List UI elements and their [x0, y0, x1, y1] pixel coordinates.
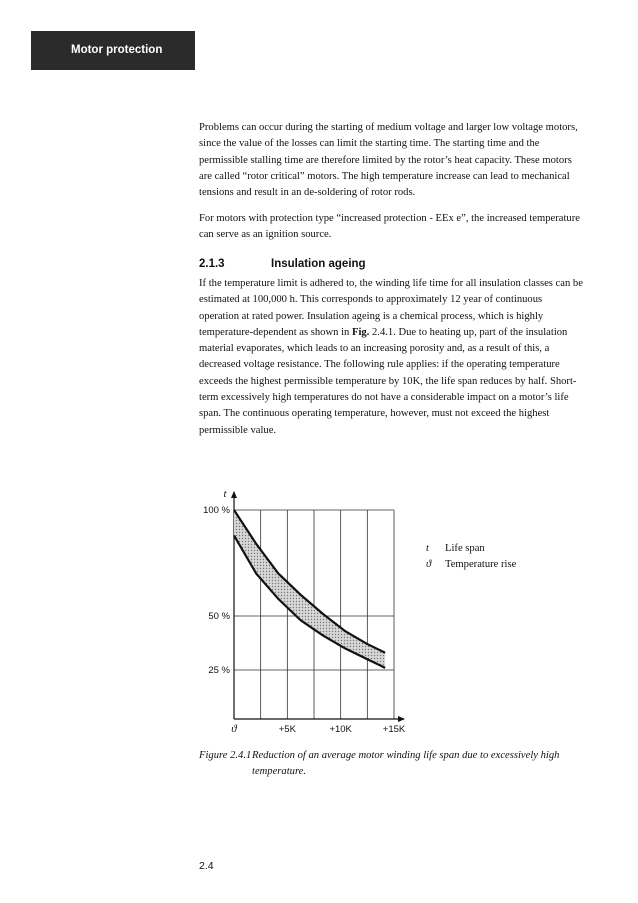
figure-reference: Fig. — [351, 326, 370, 338]
legend-label: Temperature rise — [445, 559, 517, 570]
x-tick-label: +10K — [329, 724, 352, 735]
paragraph-text-after-ref: 2.4.1. Due to heating up, part of the insulation material evaporates, which leads to an increasing porosity and, as a result of this, a decreased voltage resistance. The following rule applies: if the operating temperature exceeds the highest permissible temperature by 10K, the life span reduces by half. Short-term excessively high temperatures do not have a considerable impact on a motor’s life span. The continuous operating temperature, however, must not exceed the highest permissible value. — [199, 326, 577, 436]
life-span-band — [234, 510, 385, 668]
series-line-upper — [234, 510, 385, 653]
legend-symbol: t — [426, 543, 429, 554]
caption-label: Figure 2.4.1 — [199, 750, 252, 761]
chart-legend — [426, 541, 516, 573]
page-number: 2.4 — [199, 860, 214, 872]
y-tick-label: 50 % — [208, 611, 230, 622]
section-title: Insulation ageing — [271, 258, 366, 270]
paragraph-eex-e: For motors with protection type “increased protection - EEx e”, the increased temperature can serve as an ignition source. — [199, 213, 580, 241]
x-axis-label: ϑ — [231, 723, 237, 735]
paragraph-insulation-ageing — [199, 276, 584, 439]
legend-symbol: ϑ — [426, 559, 432, 570]
section-header-tab: Motor protection — [31, 31, 195, 70]
paragraph-text-before-ref: If the temperature limit is adhered to, the winding life time for all insulation classes can be estimated at 100,000 h. This corresponds to approximately 12 year of continuous operation at rated power. Insulation ageing is a chemical process, which is highly temperature-dependent as shown in — [199, 278, 583, 338]
section-heading — [199, 258, 366, 270]
life-span-chart — [199, 480, 599, 745]
x-tick-label: +5K — [278, 724, 296, 735]
legend-label: Life span — [445, 543, 485, 554]
section-number: 2.1.3 — [199, 258, 225, 270]
y-axis-arrow — [231, 491, 237, 498]
paragraph-rotor-critical: Problems can occur during the starting of medium voltage and larger low voltage motors, since the value of the losses can limit the starting time. The starting time and the permissible stalling time are therefore limited by the rotor’s heat capacity. These motors are called “rotor critical” motors. The high temperature increase can lead to mechanical tensions and result in an de-soldering of rotor rods. — [199, 122, 578, 199]
caption-text: Reduction of an average motor winding life span due to excessively high temperature. — [252, 750, 560, 777]
x-axis-arrow — [398, 716, 405, 722]
y-tick-label: 100 % — [203, 505, 230, 516]
life-span-figure — [199, 480, 599, 745]
legend-item-life-span — [426, 541, 516, 557]
y-tick-label: 25 % — [208, 665, 230, 676]
legend-item-temperature-rise — [426, 557, 516, 573]
x-tick-label: +15K — [382, 724, 406, 735]
y-axis-label: t — [223, 488, 227, 500]
